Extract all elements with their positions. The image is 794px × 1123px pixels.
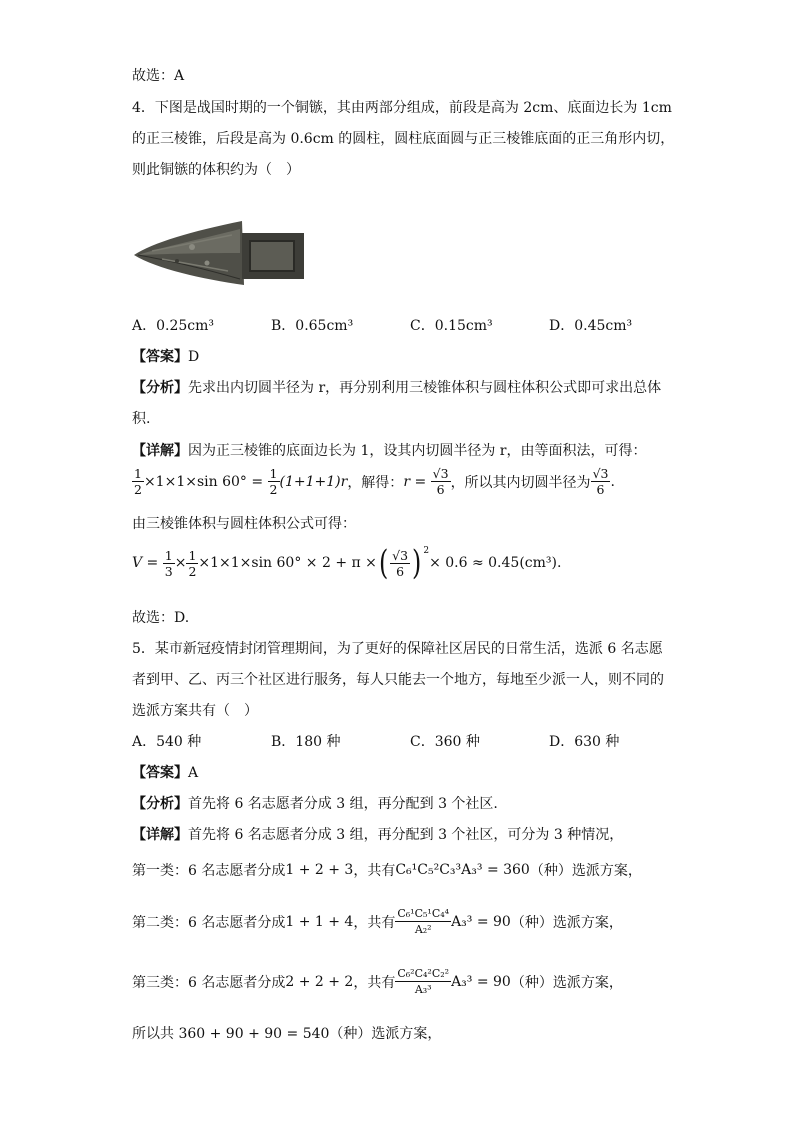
q4-stem-line3: 则此铜镞的体积约为（ ） — [132, 162, 300, 178]
analysis-tag: 【分析】 — [132, 380, 188, 396]
answer-tag: 【答案】 — [132, 349, 188, 365]
q5-stem-line3: 选派方案共有（ ） — [132, 703, 258, 719]
prev-answer: 故选：A — [132, 68, 185, 84]
fraction-sqrt3-over-6: $\frac{√3}{6}$ — [592, 466, 609, 497]
detail-text: 首先将 6 名志愿者分成 3 组，再分配到 3 个社区，可分为 3 种情况， — [188, 827, 624, 843]
q4-stem-line2: 的正三棱锥，后段是高为 0.6cm 的圆柱，圆柱底面圆与正三棱锥底面的正三角形内切， — [132, 131, 675, 147]
analysis-text: 首先将 6 名志愿者分成 3 组，再分配到 3 个社区. — [188, 796, 498, 812]
answer-value: D — [188, 349, 200, 365]
q4-equation-1: $\frac{1}{2}$ ×1×1×sin 60° = $\frac{1}{2}$ (1+1+1)r ，解得： r = $\frac{√3}{6}$ ，所以其内切圆半径为 $\frac{√3}{6}$ . — [134, 466, 615, 497]
q4-choice-c: C．0.15cm³ — [410, 318, 493, 334]
q5-choice-c: C．360 种 — [410, 734, 480, 750]
combination-fraction: $\frac{\text{C₆²C₄²C₂²}}{\text{A₃³}}$ — [397, 967, 450, 996]
q5-choice-b: B．180 种 — [271, 734, 341, 750]
q5-detail — [132, 825, 623, 845]
q5-answer — [132, 763, 198, 783]
fraction-half: $\frac{1}{2}$ — [134, 466, 142, 497]
q4-stem-line1: 4．下图是战国时期的一个铜镞，其由两部分组成，前段是高为 2cm、底面边长为 1cm — [132, 100, 672, 116]
fraction-half: $\frac{1}{2}$ — [269, 466, 278, 497]
fraction-sqrt3-over-6: $\frac{√3}{6}$ — [392, 547, 409, 579]
q5-stem-line2: 者到甲、乙、丙三个社区进行服务，每人只能去一个地方，每地至少派一人，则不同的 — [132, 672, 664, 688]
fraction-sqrt3-over-6: $\frac{√3}{6}$ — [432, 466, 449, 497]
q4-analysis-line1 — [132, 378, 661, 398]
detail-tag: 【详解】 — [132, 827, 188, 843]
combination-fraction: $\frac{\text{C₆¹C₅¹C₄⁴}}{\text{A₂²}}$ — [397, 907, 450, 936]
analysis-tag: 【分析】 — [132, 796, 188, 812]
q4-analysis-line2: 积. — [132, 411, 151, 427]
q4-choice-b: B．0.65cm³ — [271, 318, 354, 334]
q5-case-2: 第二类：6 名志愿者分成 1 + 1 + 4 ，共有 $\frac{\text{C₆¹C₅¹C₄⁴}}{\text{A₂²}}$ A₃³ = 90 （种）选派方案， — [132, 907, 623, 936]
q4-choice-d: D．0.45cm³ — [549, 318, 633, 334]
q4-equation-2: V = $\frac{1}{3}$ × $\frac{1}{2}$ ×1×1×sin 60° × 2 + π × ( $\frac{√3}{6}$ ) $^2$ × 0.6 ≈ 0.45(cm³). — [132, 543, 562, 583]
detail-text: 因为正三棱锥的底面边长为 1，设其内切圆半径为 r，由等面积法，可得： — [188, 443, 647, 459]
q4-detail-line1 — [132, 441, 647, 461]
analysis-text: 先求出内切圆半径为 r，再分别利用三棱锥体积与圆柱体积公式即可求出总体 — [188, 380, 662, 396]
q4-conclusion: 故选：D. — [132, 610, 190, 626]
fraction-third: $\frac{1}{3}$ — [164, 547, 173, 579]
q4-answer — [132, 347, 199, 367]
bronze-arrowhead-photo — [132, 213, 310, 298]
q5-analysis — [132, 794, 498, 814]
q5-total: 所以共 360 + 90 + 90 = 540（种）选派方案， — [132, 1026, 442, 1042]
q5-choice-d: D．630 种 — [549, 734, 620, 750]
q5-stem-line1: 5．某市新冠疫情封闭管理期间，为了更好的保障社区居民的日常生活，选派 6 名志愿 — [132, 641, 663, 657]
answer-value: A — [188, 765, 199, 781]
fraction-half: $\frac{1}{2}$ — [188, 547, 197, 579]
q4-choice-a: A．0.25cm³ — [132, 318, 215, 334]
detail-tag: 【详解】 — [132, 443, 188, 459]
q5-case-1: 第一类：6 名志愿者分成 1 + 2 + 3 ，共有 C₆¹C₅²C₃³A₃³ = 360 （种）选派方案， — [132, 862, 642, 879]
q5-choice-a: A．540 种 — [132, 734, 202, 750]
q5-case-3: 第三类：6 名志愿者分成 2 + 2 + 2 ，共有 $\frac{\text{C₆²C₄²C₂²}}{\text{A₃³}}$ A₃³ = 90 （种）选派方案， — [132, 967, 623, 996]
q4-detail-line3: 由三棱锥体积与圆柱体积公式可得： — [132, 516, 356, 532]
answer-tag: 【答案】 — [132, 765, 188, 781]
